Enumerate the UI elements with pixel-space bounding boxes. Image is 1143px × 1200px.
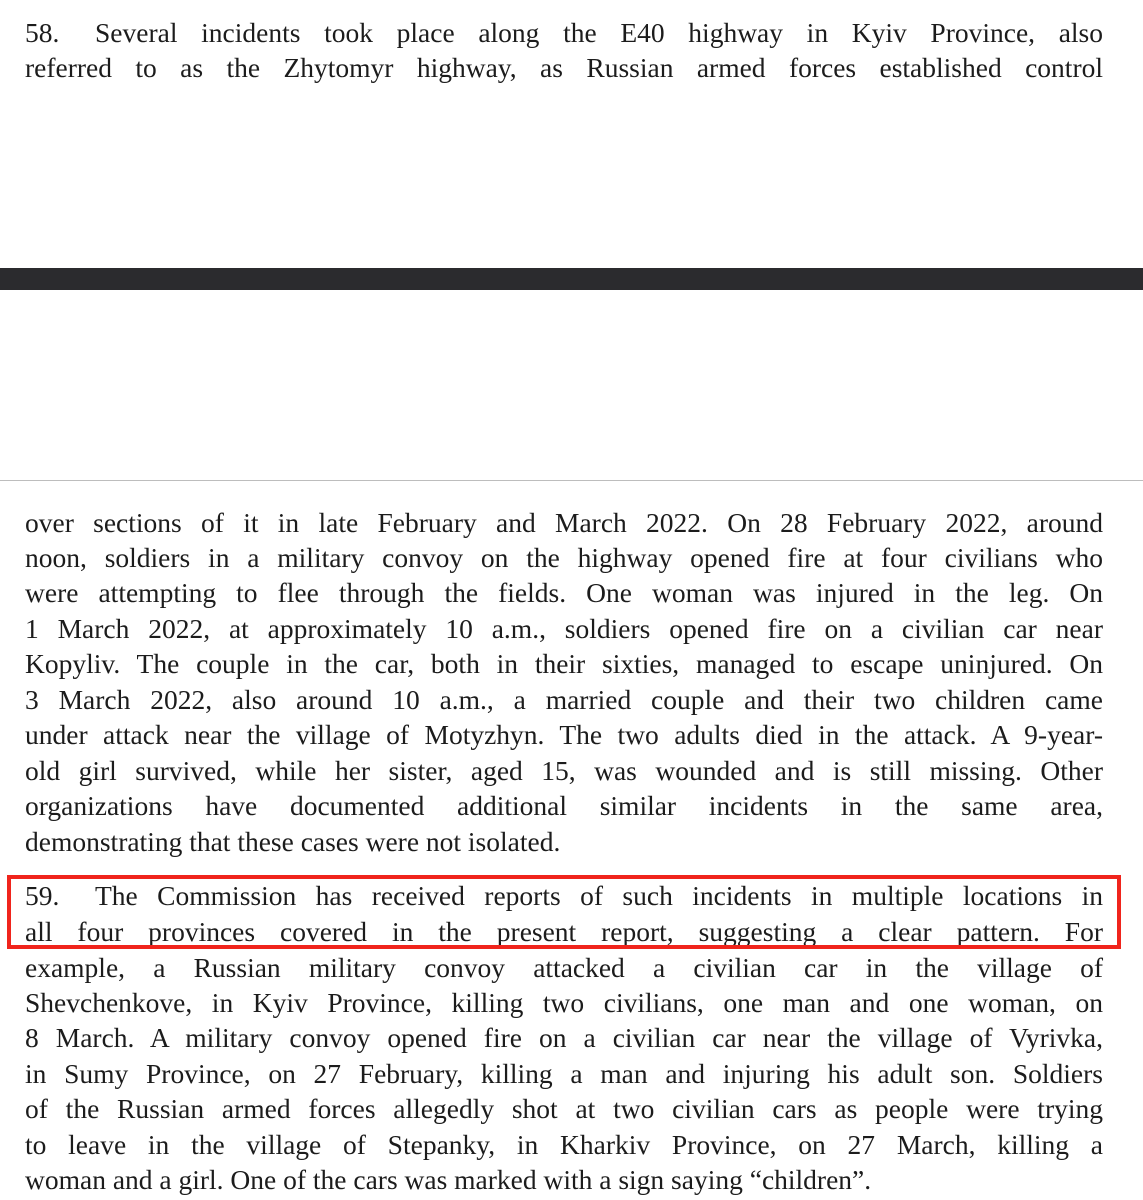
paragraph-58-line-7: Kopyliv. The couple in the car, both in their sixties, managed to escape uninjured. On [25,648,1103,679]
paragraph-59-line-3: example, a Russian military convoy attacked a civilian car in the village of [25,952,1103,983]
highlight-annotation-box [7,875,1121,949]
paragraph-59-line-9: woman and a girl. One of the cars was marked with a sign saying “children”. [25,1164,872,1195]
paragraph-59-line-8: to leave in the village of Stepanky, in Kharkiv Province, on 27 March, killing a [25,1129,1103,1160]
paragraph-59-line-6: in Sumy Province, on 27 February, killing a man and injuring his adult son. Soldiers [25,1058,1103,1089]
paragraph-58-line-11: organizations have documented additional similar incidents in the same area, [25,790,1103,821]
paragraph-59-line-7: of the Russian armed forces allegedly shot at two civilian cars as people were trying [25,1093,1103,1124]
paragraph-58-line-6: 1 March 2022, at approximately 10 a.m., soldiers opened fire on a civilian car near [25,613,1103,644]
paragraph-text: The Commission has received reports of such incidents in multiple locations in [95,880,1103,911]
paragraph-58-line-3: over sections of it in late February and March 2022. On 28 February 2022, around [25,507,1103,538]
paragraph-58-line-1 [25,15,1103,50]
paragraph-58-line-5: were attempting to flee through the fields. One woman was injured in the leg. On [25,577,1103,608]
paragraph-58-line-4: noon, soldiers in a military convoy on the highway opened fire at four civilians who [25,542,1103,573]
page-divider-line [0,480,1143,481]
paragraph-59-line-5: 8 March. A military convoy opened fire on a civilian car near the village of Vyrivka, [25,1022,1103,1053]
paragraph-59-line-4: Shevchenkove, in Kyiv Province, killing two civilians, one man and one woman, on [25,987,1103,1018]
paragraph-number: 58. [25,17,60,48]
paragraph-58-line-9: under attack near the village of Motyzhyn. The two adults died in the attack. A 9-year- [25,719,1103,750]
page-separator-bar [0,268,1143,290]
paragraph-58-line-8: 3 March 2022, also around 10 a.m., a married couple and their two children came [25,684,1103,715]
paragraph-number: 59. [25,880,60,911]
paragraph-59-line-2: all four provinces covered in the present report, suggesting a clear pattern. For [25,916,1103,947]
blank-page-gap [0,290,1143,480]
paragraph-text: Several incidents took place along the E40 highway in Kyiv Province, also [95,17,1103,48]
paragraph-58-line-2: referred to as the Zhytomyr highway, as Russian armed forces established control [25,52,1103,83]
document-section-top [0,0,1143,268]
paragraph-58-line-12: demonstrating that these cases were not isolated. [25,826,561,857]
paragraph-58-line-10: old girl survived, while her sister, aged 15, was wounded and is still missing. Other [25,755,1103,786]
